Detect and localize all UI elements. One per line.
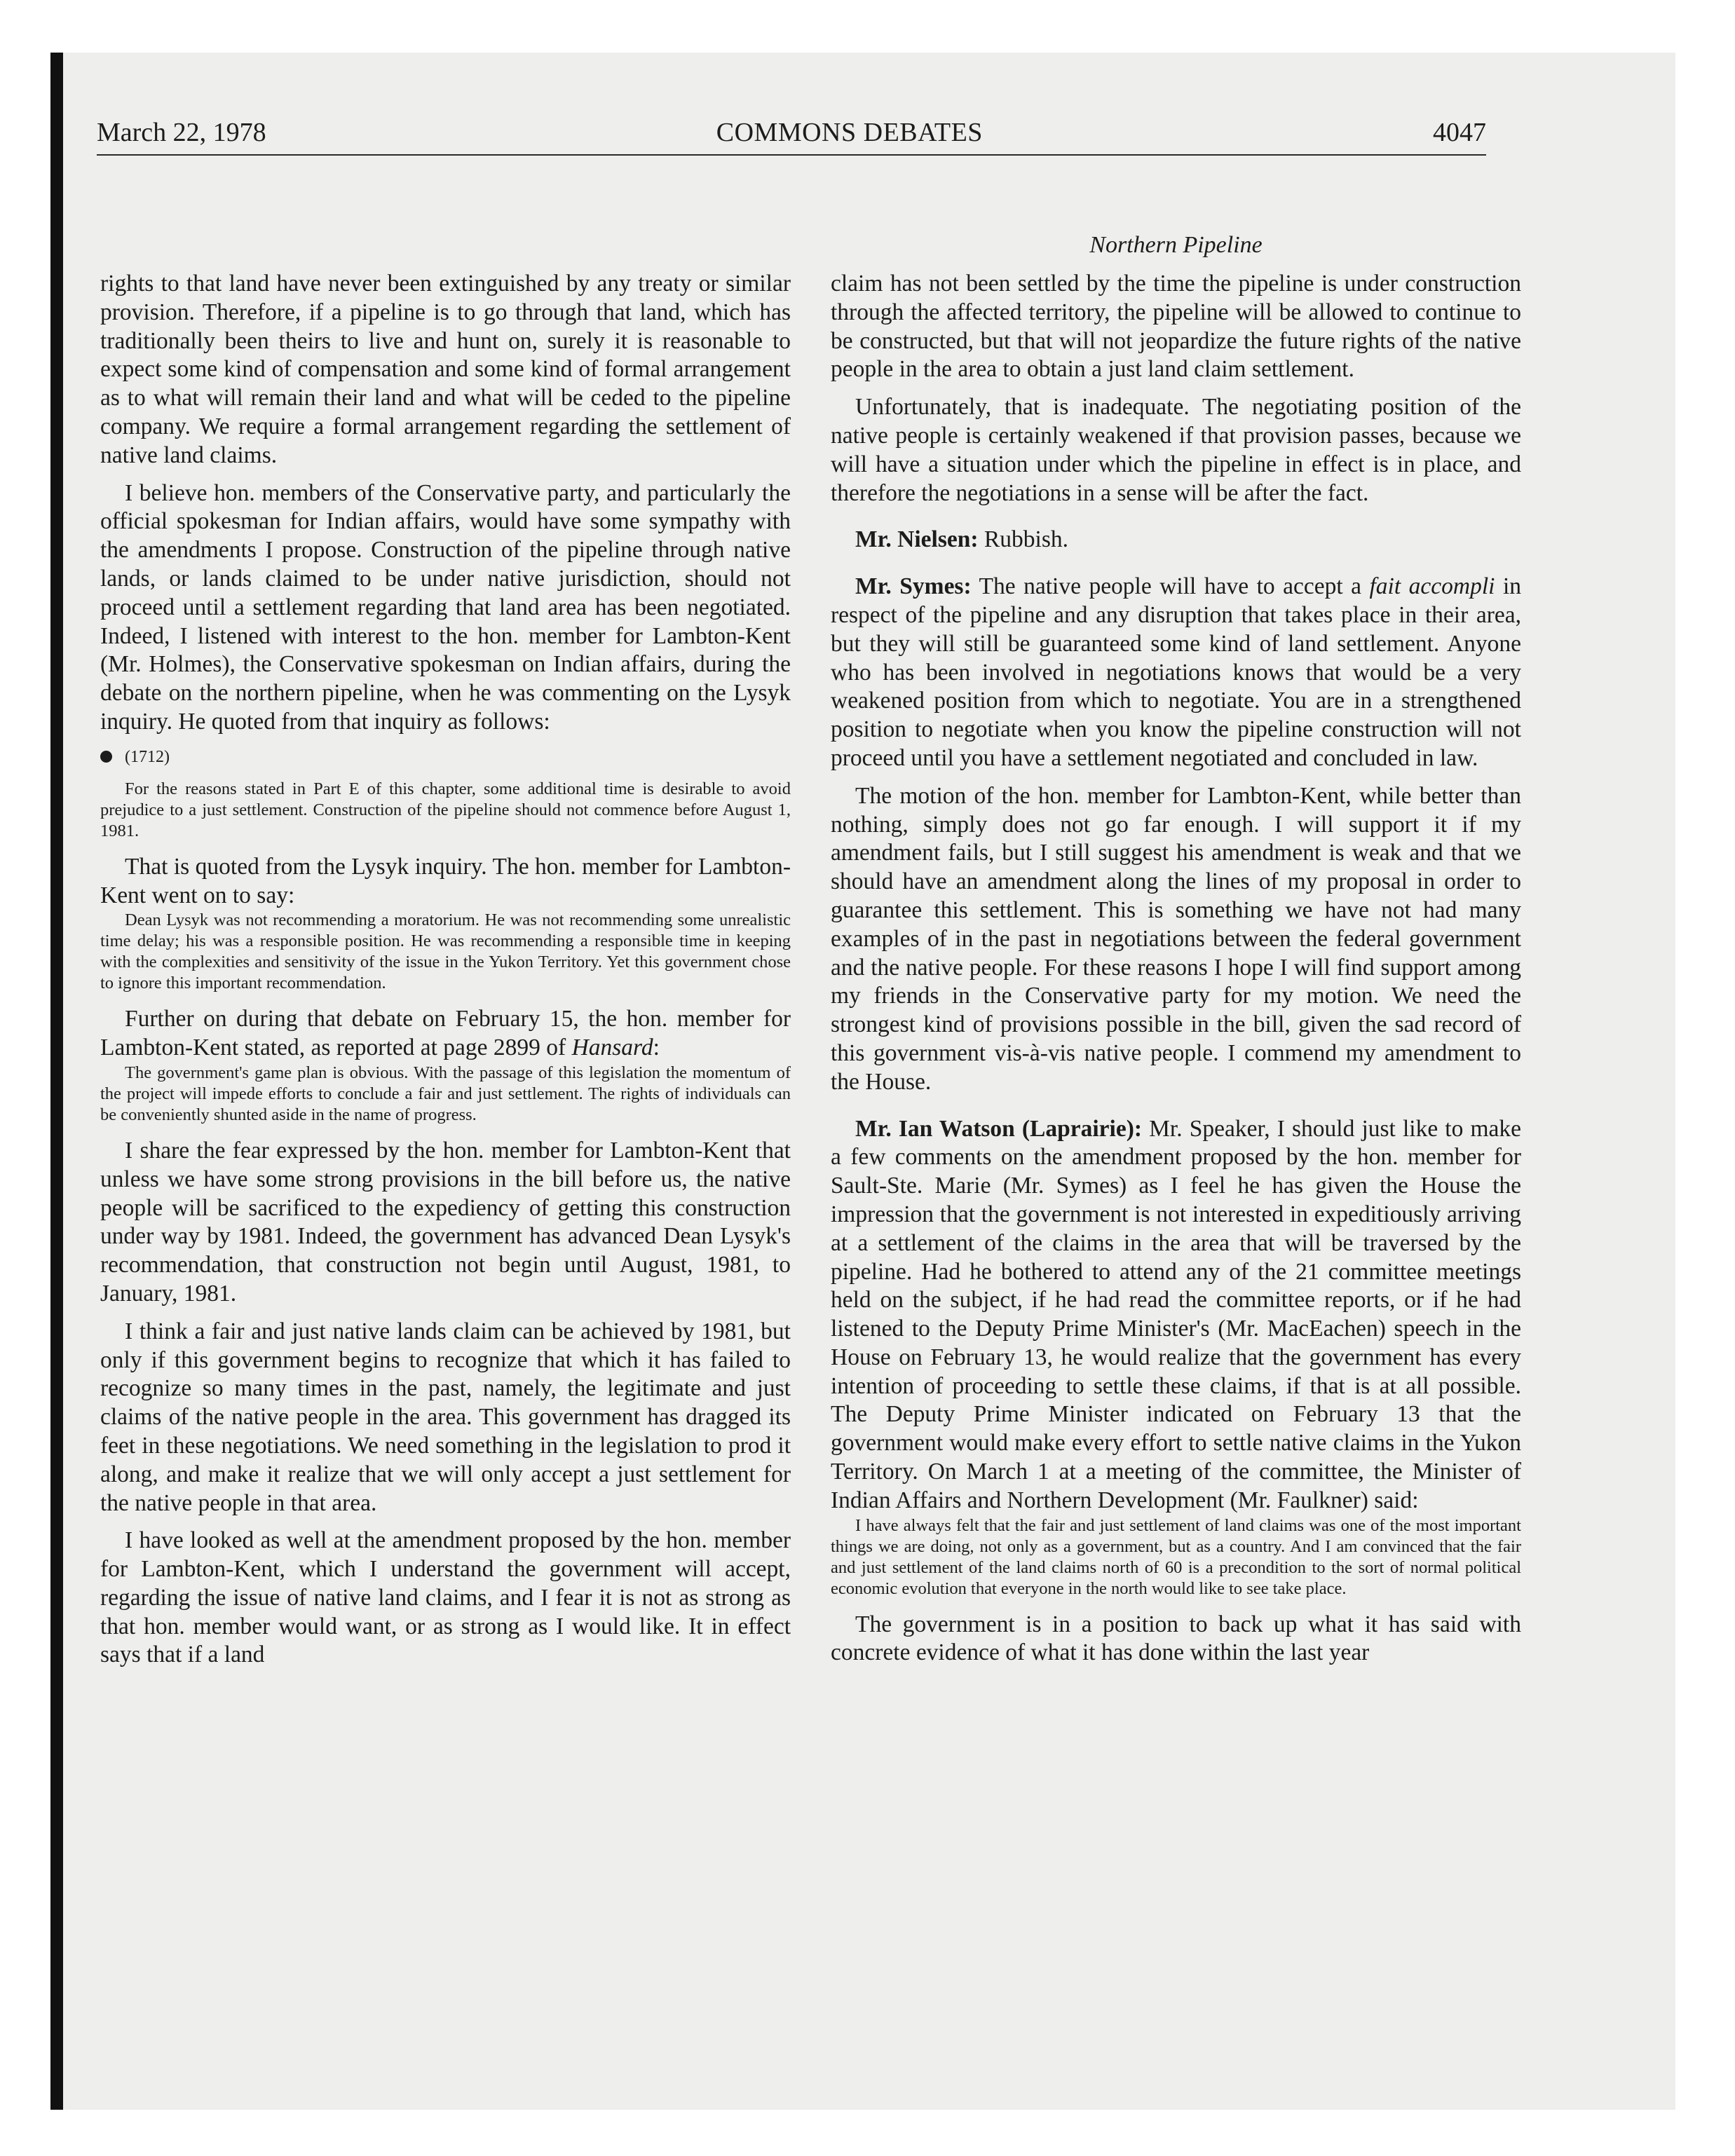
speech-text: in respect of the pipeline and any disruption that takes place in their area, but they will still be guaranteed some kind of land settlement. Anyone who has been involved in negotiations knows that would be a very weakened position from which to negotiate. You are in a strengthened position to negotiate when you know the pipeline construction will not proceed until you have a settlement negotiated and concluded in law. — [831, 573, 1522, 771]
block-quote: Dean Lysyk was not recommending a moratorium. He was not recommending some unrealistic time delay; his was a responsible position. He was recommending a responsible time in keeping with the complexities and sensitivity of the issue in the Yukon Territory. Yet this government chose to ignore this important recommendation. — [100, 910, 791, 993]
bullet-icon — [100, 751, 112, 763]
speaker-name: Mr. Symes: — [855, 573, 972, 600]
paragraph — [100, 1005, 791, 1063]
page-header — [97, 119, 1486, 156]
paragraph: Unfortunately, that is inadequate. The negotiating position of the native people is certainly weakened if that provision passes, because we will have a situation under which the pipeline in effect is in place, and therefore the negotiations in a sense will be after the fact. — [831, 394, 1521, 506]
hansard-italic: Hansard — [571, 1035, 653, 1061]
fait-accompli-italic: fait accompli — [1369, 573, 1495, 600]
paragraph: claim has not been settled by the time the pipeline is under construction through the affected territory, the pipeline will be allowed to continue to be constructed, but that will not jeopardize the future rights of the native people in the area to obtain a just land claim settlement. — [831, 271, 1521, 383]
time-marker — [100, 746, 791, 767]
scan-edge — [50, 53, 63, 2110]
speaker-name: Mr. Ian Watson (Laprairie): — [855, 1115, 1143, 1142]
right-column — [831, 270, 1521, 1667]
header-title: COMMONS DEBATES — [716, 118, 983, 147]
paragraph: I have looked as well at the amendment proposed by the hon. member for Lambton-Kent, which I understand the government will accept, regarding the issue of native land claims, and I fear it is not as strong as that hon. member would want, or as strong as I would like. It in effect says that if a land — [100, 1527, 791, 1668]
speech — [831, 1115, 1521, 1515]
paragraph: I share the fear expressed by the hon. member for Lambton-Kent that unless we have some strong provisions in the bill before us, the native people will be sacrificed to the expediency of getting this construction under way by 1981. Indeed, the government has advanced Dean Lysyk's recommendation, that construction not begin until August, 1981, to January, 1981. — [100, 1137, 791, 1306]
block-quote: The government's game plan is obvious. With the passage of this legislation the momentum of the project will impede efforts to conclude a fair and just settlement. The rights of individuals can be conveniently shunted aside in the name of progress. — [100, 1063, 791, 1124]
speaker-name: Mr. Nielsen: — [855, 526, 979, 553]
speech — [831, 526, 1521, 554]
paragraph: rights to that land have never been extinguished by any treaty or similar provision. Therefore, if a pipeline is to go through that land, which has traditionally been theirs to live and hunt on, surely it is reasonable to expect some kind of compensation and some kind of formal arrangement as to what will remain their land and what will be ceded to the pipeline company. We require a formal arrangement regarding the settlement of native land claims. — [100, 271, 791, 468]
paragraph: I believe hon. members of the Conservative party, and particularly the official spokesman for Indian affairs, would have some sympathy with the amendments I propose. Construction of the pipeline through native lands, or lands claimed to be under native jurisdiction, should not proceed until a settlement regarding that land area has been negotiated. Indeed, I listened with interest to the hon. member for Lambton-Kent (Mr. Holmes), the Conservative spokesman on Indian affairs, during the debate on the northern pipeline, when he was commenting on the Lysyk inquiry. He quoted from that inquiry as follows: — [100, 479, 791, 735]
speech-text: The native people will have to accept a — [971, 573, 1370, 600]
left-column — [100, 270, 791, 1670]
speech-text: Rubbish. — [978, 526, 1068, 553]
paragraph: I think a fair and just native lands claim can be achieved by 1981, but only if this government begins to recognize that which it has failed to recognize so many times in the past, namely, the legitimate and just claims of the native people in the area. This government has dragged its feet in these negotiations. We need something in the legislation to prod it along, and make it realize that we will only accept a just settlement for the native people in that area. — [100, 1318, 791, 1516]
time-marker-label: (1712) — [125, 747, 170, 766]
paragraph: The government is in a position to back up what it has said with concrete evidence of what it has done within the last year — [831, 1611, 1521, 1666]
paragraph: The motion of the hon. member for Lambton-Kent, while better than nothing, simply does not go far enough. I will support it if my amendment fails, but I still suggest his amendment is weak and that we should have an amendment along the lines of my proposal in order to guarantee this settlement. This is something we have not had many examples of in the past in negotiations between the federal government and the native people. For these reasons I hope I will find support among my friends in the Conservative party for my motion. We need the strongest kind of provisions possible in the bill, given the sad record of this government vis-à-vis native people. I commend my amendment to the House. — [831, 782, 1521, 1095]
speech-text: Mr. Speaker, I should just like to make a few comments on the amendment proposed by the hon. member for Sault-Ste. Marie (Mr. Symes) as I feel he has given the House the impression that the government is not interested in expeditiously arriving at a settlement of the claims in the area that will be traversed by the pipeline. Had he bothered to attend any of the 21 committee meetings held on the subject, if he had read the committee reports, or if he had listened to the Deputy Prime Minister's (Mr. MacEachen) speech in the House on February 13, he would realize that the government has every intention of proceeding to settle these claims, if that is at all possible. The Deputy Prime Minister indicated on February 13 that the government would make every effort to settle native claims in the Yukon Territory. On March 1 at a meeting of the committee, the Minister of Indian Affairs and Northern Development (Mr. Faulkner) said: — [831, 1115, 1521, 1513]
paragraph-text: Further on during that debate on February 15, the hon. member for Lambton-Kent stated, as reported at page 2899 of — [100, 1006, 791, 1061]
section-subhead: Northern Pipeline — [1089, 232, 1263, 258]
speech — [831, 573, 1521, 773]
block-quote: For the reasons stated in Part E of this chapter, some additional time is desirable to avoid prejudice to a just settlement. Construction of the pipeline should not commence before August 1, 1981. — [100, 779, 791, 840]
block-quote: I have always felt that the fair and just settlement of land claims was one of the most important things we are doing, not only as a government, but as a country. And I am convinced that the fair and just settlement of the land claims north of 60 is a precondition to the sort of normal political economic evolution that everyone in the north would like to see take place. — [831, 1515, 1521, 1598]
paragraph-text: : — [653, 1035, 660, 1061]
paragraph: That is quoted from the Lysyk inquiry. The hon. member for Lambton-Kent went on to say: — [100, 853, 791, 908]
header-date: March 22, 1978 — [97, 118, 266, 147]
header-page-number: 4047 — [1432, 118, 1486, 147]
